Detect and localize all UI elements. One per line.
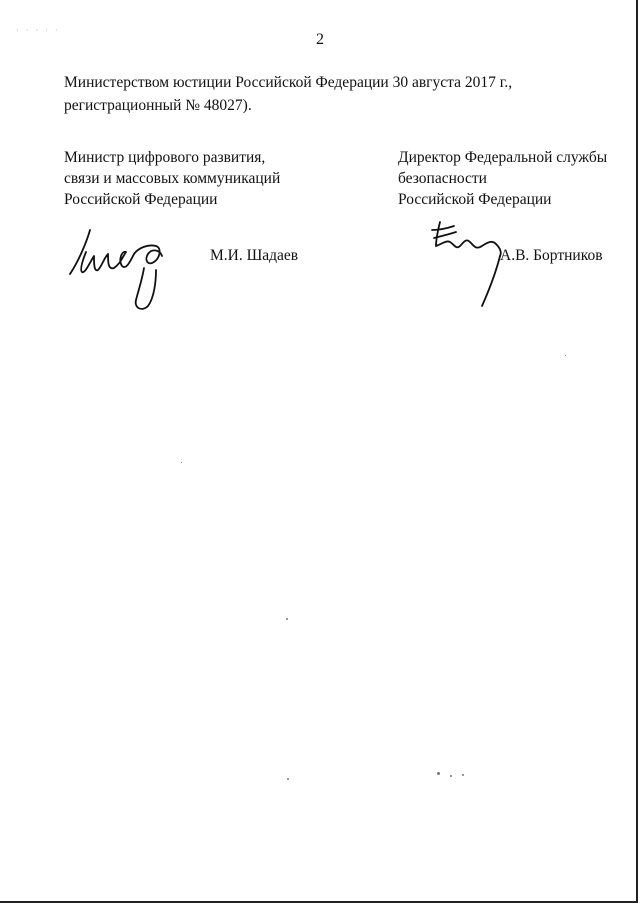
signatory-left-name: М.И. Шадаев	[210, 247, 299, 264]
scan-artifact: · · · · ·	[16, 26, 60, 36]
signature-left	[64, 222, 174, 314]
scan-speck	[181, 462, 182, 463]
scan-speck	[462, 774, 464, 776]
signature-right	[430, 216, 520, 314]
signatory-left-title-line: связи и массовых коммуникаций	[64, 170, 281, 187]
scan-speck	[287, 778, 289, 780]
signatory-left-title	[64, 147, 280, 210]
page-number: 2	[316, 31, 324, 48]
signatory-right-name: А.В. Бортников	[500, 247, 603, 264]
intro-paragraph: Министерством юстиции Российской Федерации 30 августа 2017 г., регистрационный № 48027).	[64, 74, 513, 114]
signatory-right-title-line: безопасности	[398, 170, 487, 187]
scan-speck	[450, 775, 452, 777]
scan-speck	[565, 355, 566, 356]
signatory-left-title-line: Российской Федерации	[64, 191, 218, 208]
signatory-left-title-line: Министр цифрового развития,	[64, 149, 266, 166]
signatory-right-title	[398, 147, 607, 210]
scan-speck	[437, 772, 440, 775]
scan-speck	[286, 618, 288, 620]
signatory-right-title-line: Российской Федерации	[398, 191, 552, 208]
signatory-right-title-line: Директор Федеральной службы	[398, 149, 608, 166]
